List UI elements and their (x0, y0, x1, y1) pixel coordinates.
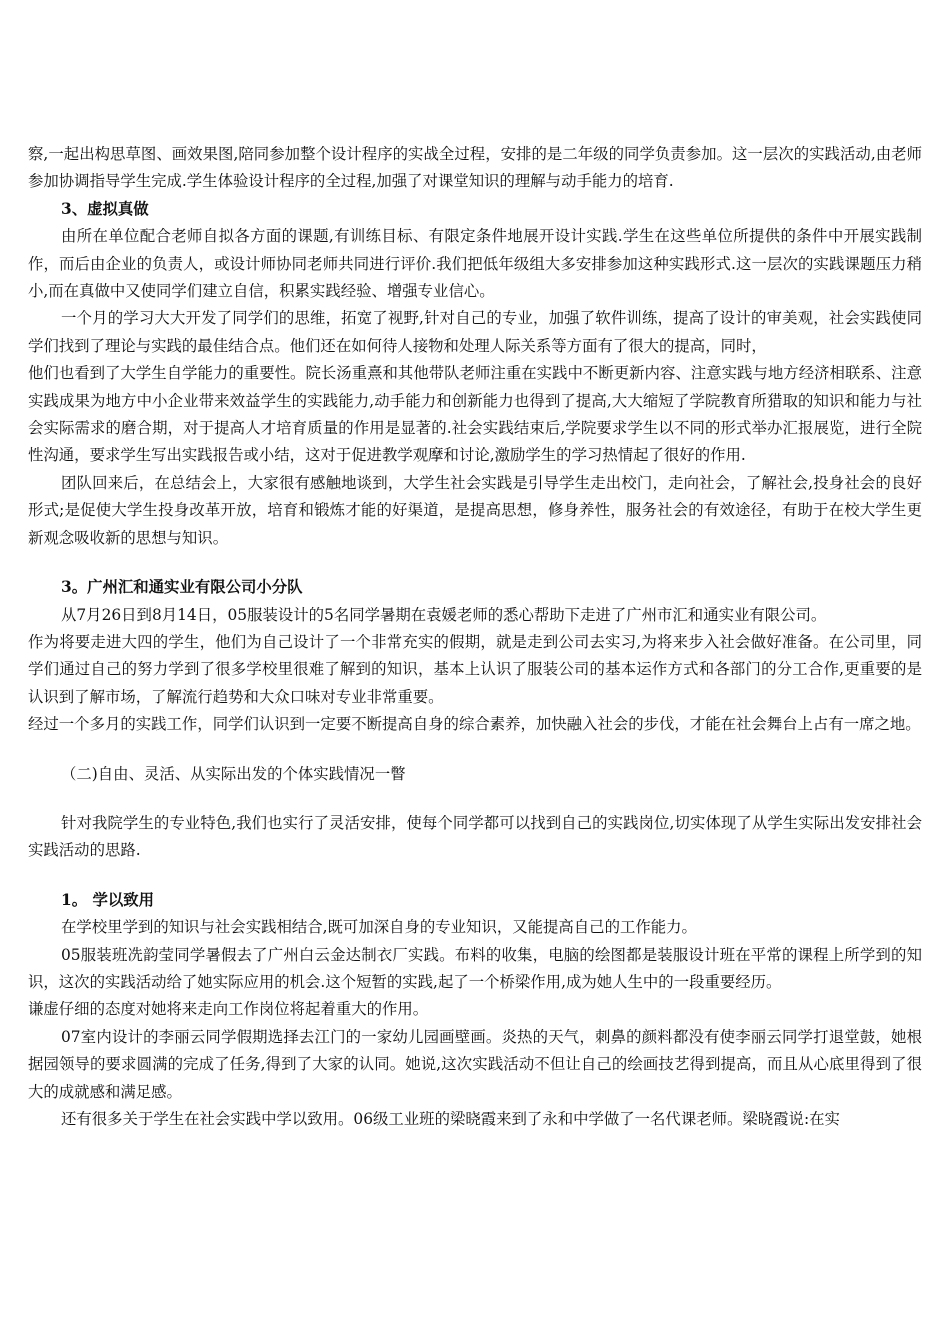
paragraph-internship-details: 作为将要走进大四的学生，他们为自己设计了一个非常充实的假期，就是走到公司去实习,为将来步入社会做好准备。在公司里，同学们通过自己的努力学到了很多学校里很难了解到的知识，基本上认识了服装公司的基本运作方式和各部门的分工合作,更重要的是认识到了解市场，了解流行趋势和大众口味对专业非常重要。 (28, 632, 922, 706)
heading-virtual-practice: 3、虚拟真做 (61, 199, 149, 218)
paragraph-substitute-teacher: 还有很多关于学生在社会实践中学以致用。06级工业班的梁晓霞来到了永和中学做了一名代课老师。梁晓霞说:在实 (61, 1110, 840, 1128)
paragraph-virtual-practice: 由所在单位配合老师自拟各方面的课题,有训练目标、有限定条件地展开设计实践.学生在这些单位所提供的条件中开展实践制作，而后由企业的负责人，或设计师协同老师共同进行评价.我们把低年级组大多安排参加这种实践形式.这一层次的实践课题压力稍小,而在真做中又使同学们建立自信，积累实践经验、增强专业信心。 (28, 227, 922, 301)
spacer (28, 865, 922, 887)
paragraph-team-summary: 团队回来后，在总结会上，大家很有感触地谈到，大学生社会实践是引导学生走出校门，走向社会，了解社会,投身社会的良好形式;是促使大学生投身改革开放，培育和锻炼才能的好渠道，是提高思想，修身养性，服务社会的有效途径，有助于在校大学生更新观念吸收新的思想与知识。 (28, 473, 922, 547)
paragraph-month-study: 一个月的学习大大开发了同学们的思维，拓宽了视野,针对自己的专业，加强了软件训练，提高了设计的审美观，社会实践使同学们找到了理论与实践的最佳结合点。他们还在如何待人接物和处理人际关系等方面有了很大的提高，同时， (28, 309, 922, 355)
paragraph-internship-dates: 从7月26日到8月14日，05服装设计的5名同学暑期在袁媛老师的悉心帮助下走进了广州市汇和通实业有限公司。 (61, 605, 827, 624)
paragraph-mural-student: 07室内设计的李丽云同学假期选择去江门的一家幼儿园画壁画。炎热的天气，刺鼻的颜料都没有使李丽云同学打退堂鼓，她根据园领导的要求圆满的完成了任务,得到了大家的认同。她说,这次实践活动不但让自己的绘画技艺得到提高，而且从心底里得到了很大的成就感和满足感。 (28, 1027, 922, 1101)
paragraph-apply-learning: 在学校里学到的知识与社会实践相结合,既可加深自身的专业知识，又能提高自己的工作能力。 (61, 918, 697, 937)
paragraph-flexible-arrangement: 针对我院学生的专业特色,我们也实行了灵活安排，使每个同学都可以找到自己的实践岗位,切实体现了从学生实际出发安排社会实践活动的思路. (28, 813, 922, 860)
heading-guangzhou-team: 3。广州汇和通实业有限公司小分队 (61, 578, 303, 597)
heading-individual-practice: （二)自由、灵活、从实际出发的个体实践情况一瞥 (61, 764, 406, 783)
paragraph-garment-student: 05服装班冼韵莹同学暑假去了广州白云金达制衣厂实践。布料的收集，电脑的绘图都是装服设计班在平常的课程上所学到的知识，这次的实践活动给了她实际应用的机会.这个短暂的实践,起了一个桥梁作用,成为她人生中的一段重要经历。 (28, 945, 922, 991)
spacer (28, 739, 922, 761)
document-body (28, 141, 922, 1133)
spacer (28, 788, 922, 810)
paragraph-humble-attitude: 谦虚仔细的态度对她将来走向工作岗位将起着重大的作用。 (28, 1000, 429, 1019)
spacer (28, 552, 922, 574)
paragraph-internship-conclusion: 经过一个多月的实践工作，同学们认识到一定要不断提高自身的综合素养，加快融入社会的步伐，才能在社会舞台上占有一席之地。 (28, 715, 921, 734)
heading-apply-learning: 1。 学以致用 (61, 890, 155, 909)
paragraph-self-learning: 他们也看到了大学生自学能力的重要性。院长汤重熹和其他带队老师注重在实践中不断更新内容、注意实践与地方经济相联系、注意实践成果为地方中小企业带来效益学生的实践能力,动手能力和创新能力也得到了提高,大大缩短了学院教育所猎取的知识和能力与社会实际需求的磨合期，对于提高人才培育质量的作用是显著的.社会实践结束后,学院要求学生以不同的形式举办汇报展览，进行全院性沟通，要求学生写出实践报告或小结，这对于促进教学观摩和讨论,激励学生的学习热情起了很好的作用. (28, 364, 922, 465)
paragraph-design-process: 察,一起出构思草图、画效果图,陪同参加整个设计程序的实战全过程，安排的是二年级的同学负责参加。这一层次的实践活动,由老师参加协调指导学生完成.学生体验设计程序的全过程,加强了对课堂知识的理解与动手能力的培育. (28, 145, 922, 191)
